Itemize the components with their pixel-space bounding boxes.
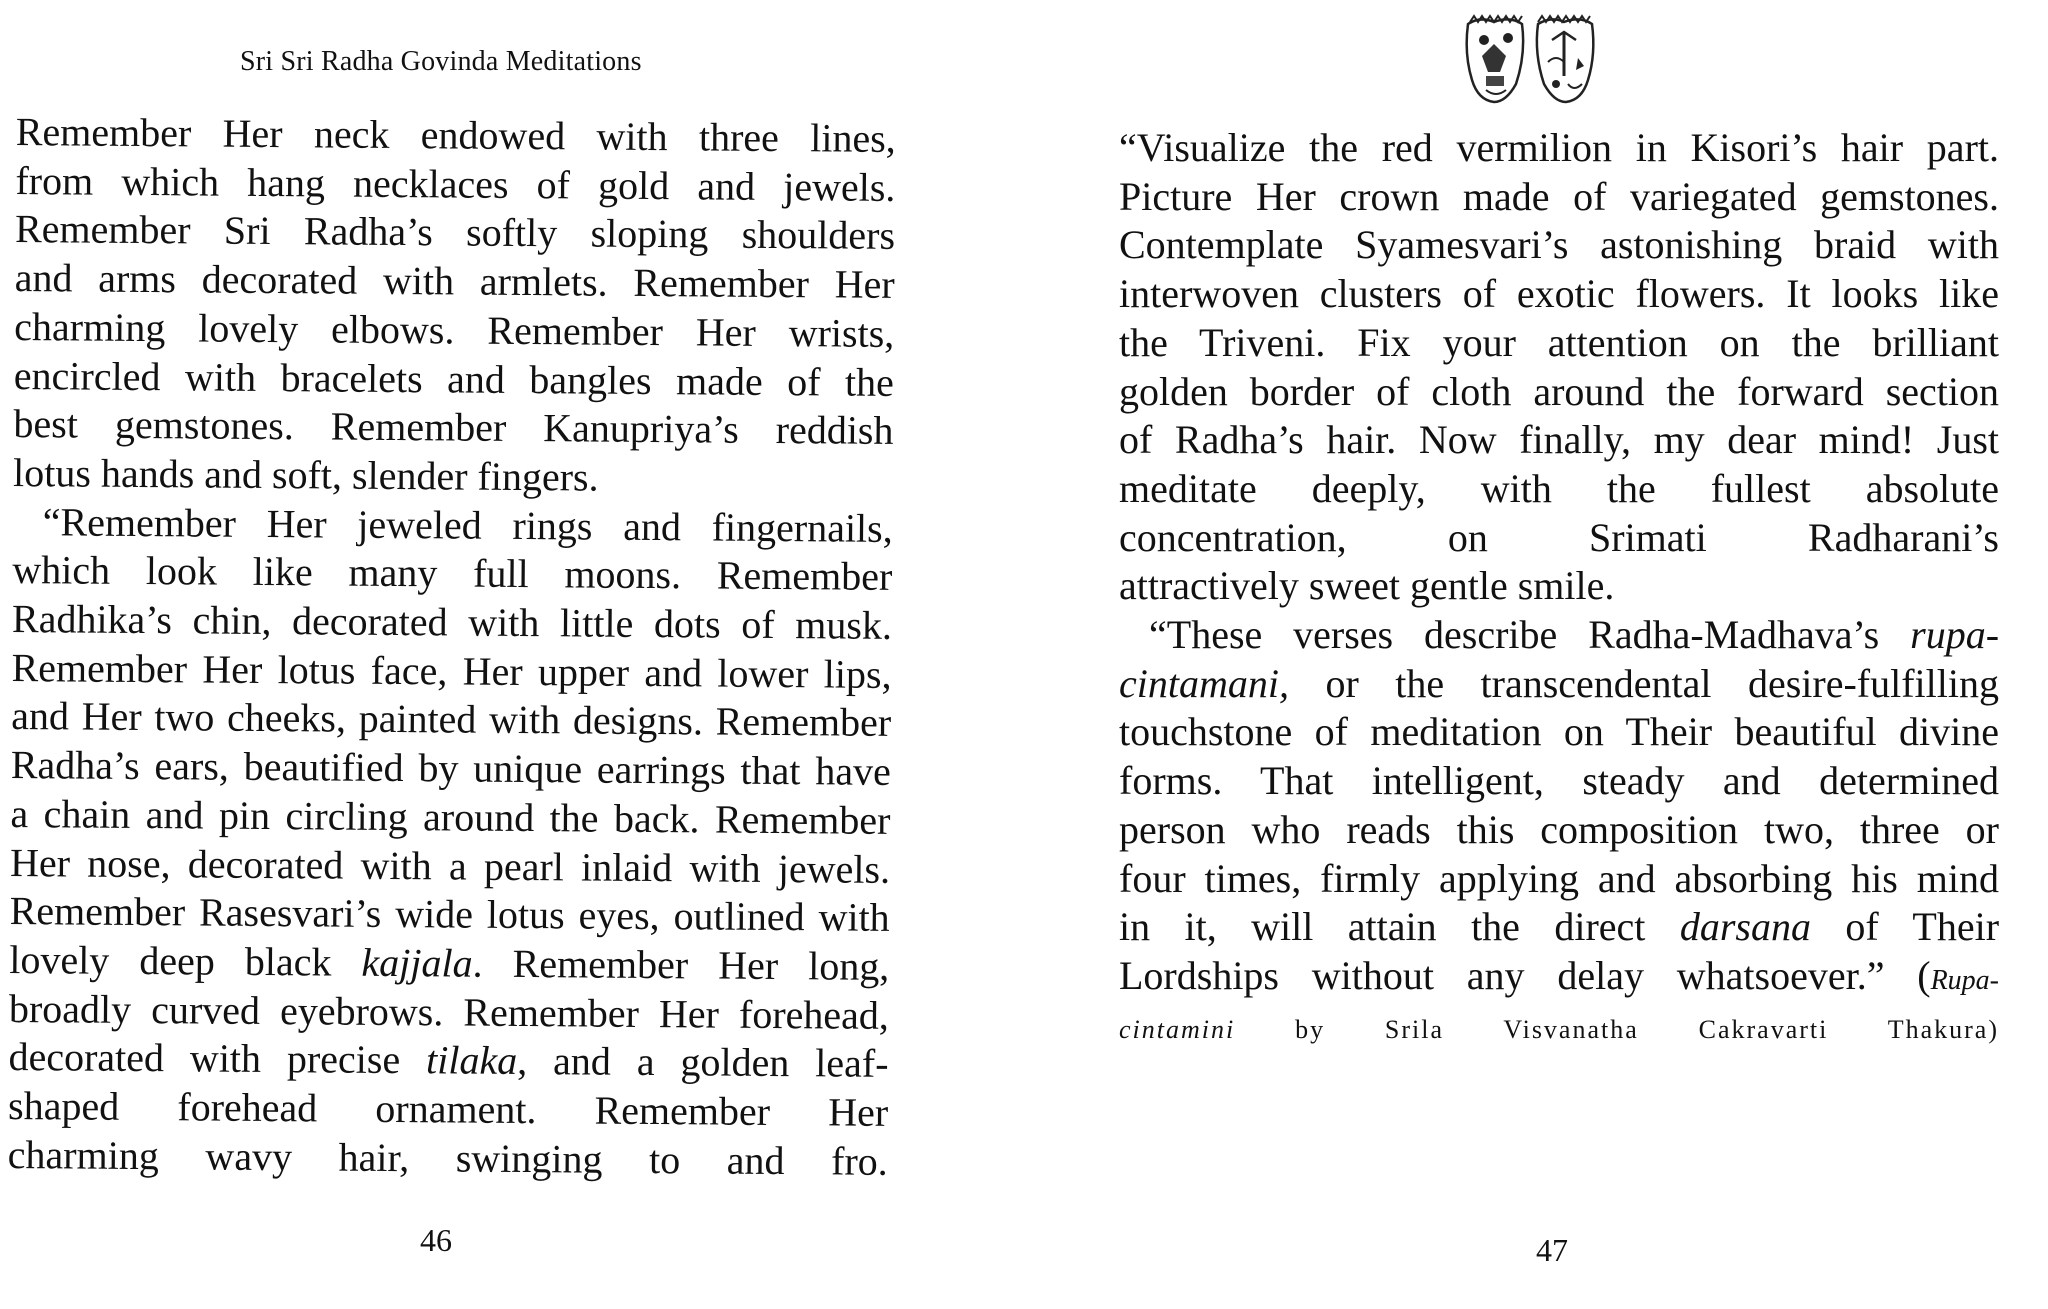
text-line [8, 1033, 888, 1089]
text-line [1119, 611, 1999, 660]
left-page [0, 0, 1000, 1309]
left-body-text [8, 108, 896, 1186]
text-line: which look like many full moons. Remember [12, 547, 893, 600]
text-fragment: “These verses describe Radha-Madhava’s [1149, 612, 1880, 658]
text-line: lotus hands and soft, slender fingers. [12, 449, 599, 500]
text-line: of Radha’s hair. Now finally, my dear mind! Just [1119, 417, 1999, 463]
italic-term-cintamini: cintamini [1119, 1014, 1236, 1044]
text-line: touchstone of meditation on Their beautiful divine [1119, 709, 1999, 755]
text-line: shaped forehead ornament. Remember Her [7, 1083, 889, 1135]
right-page [1024, 0, 2048, 1309]
page-number: 46 [420, 1222, 452, 1258]
italic-term-darsana: darsana [1679, 904, 1811, 950]
text-line: Radhika’s chin, decorated with little dots of musk. [11, 596, 893, 648]
italic-term-rupa: rupa- [1910, 612, 2000, 658]
text-line [1119, 660, 1999, 709]
text-fragment: in it, will attain the direct [1119, 904, 1646, 950]
text-line: four times, firmly applying and absorbing his mind [1119, 855, 1999, 901]
text-line: Remember Sri Radha’s softly sloping shoulders [14, 206, 896, 259]
text-line: meditate deeply, with the fullest absolute [1119, 465, 1999, 511]
text-fragment: lovely deep black [9, 936, 332, 985]
text-fragment: of Their [1845, 904, 2000, 950]
text-fragment: , and a golden leaf- [517, 1038, 889, 1087]
running-head: Sri Sri Radha Govinda Meditations [240, 46, 642, 77]
text-line: “Remember Her jeweled rings and fingernails, [42, 498, 893, 551]
italic-term-cintamani: cintamani, [1119, 660, 1289, 706]
text-line: from which hang necklaces of gold and jewels. [15, 157, 896, 210]
text-line: concentration, on Srimati Radharani’s [1119, 514, 1999, 560]
text-line: and Her two cheeks, painted with designs. Remember [11, 693, 892, 746]
text-line: “Visualize the red vermilion in Kisori’s hair part. [1119, 125, 1999, 170]
text-fragment: decorated with precise [8, 1034, 401, 1083]
text-line: attractively sweet gentle smile. [1119, 563, 1615, 609]
text-line: Her nose, decorated with a pearl inlaid with jewels. [9, 839, 891, 892]
text-line [1119, 952, 1999, 1006]
text-line: charming lovely elbows. Remember Her wrists, [14, 303, 895, 356]
text-fragment: by Srila Visvanatha Cakravarti Thakura) [1295, 1014, 1999, 1044]
text-line: charming wavy hair, swinging to and fro. [7, 1131, 888, 1184]
text-line: encircled with bracelets and bangles made of the [13, 352, 895, 405]
text-line: interwoven clusters of exotic flowers. It looks like [1119, 271, 1999, 317]
text-fragment: . Remember Her long, [472, 940, 890, 989]
italic-term-kajjala: kajjala [361, 939, 473, 986]
text-line: and arms decorated with armlets. Remember Her [14, 255, 895, 308]
text-line: golden border of cloth around the forward section [1119, 368, 1999, 414]
text-line: Picture Her crown made of variegated gemstones. [1119, 173, 1999, 219]
text-line [1119, 903, 1999, 952]
text-line: Radha’s ears, beautified by unique earrings that have [10, 742, 891, 795]
text-line: Contemplate Syamesvari’s astonishing braid with [1119, 222, 1999, 268]
italic-term-tilaka: tilaka [425, 1037, 518, 1084]
text-line: forms. That intelligent, steady and determined [1119, 758, 1999, 804]
italic-term-rupa-citation: Rupa- [1930, 964, 1999, 996]
text-line: a chain and pin circling around the back. Remember [10, 790, 891, 843]
text-line: Remember Her neck endowed with three lines, [15, 108, 896, 161]
text-line: broadly curved eyebrows. Remember Her forehead, [8, 985, 890, 1038]
text-line: best gemstones. Remember Kanupriya’s reddish [13, 401, 894, 454]
text-line: Remember Rasesvari’s wide lotus eyes, outlined with [9, 888, 890, 941]
citation-line [1119, 1006, 1999, 1055]
text-fragment: or the transcendental desire-fulfilling [1325, 660, 2000, 706]
right-body-text [1119, 124, 1999, 1054]
page-number: 47 [1536, 1232, 1568, 1268]
text-line: the Triveni. Fix your attention on the brilliant [1119, 319, 1999, 365]
text-line: person who reads this composition two, three or [1119, 806, 1999, 852]
text-fragment: Lordships without any delay whatsoever.” ( [1119, 952, 1931, 998]
text-line [9, 936, 889, 992]
lotus-feet-icon [1460, 14, 1600, 106]
text-line: Remember Her lotus face, Her upper and lower lips, [11, 644, 892, 697]
